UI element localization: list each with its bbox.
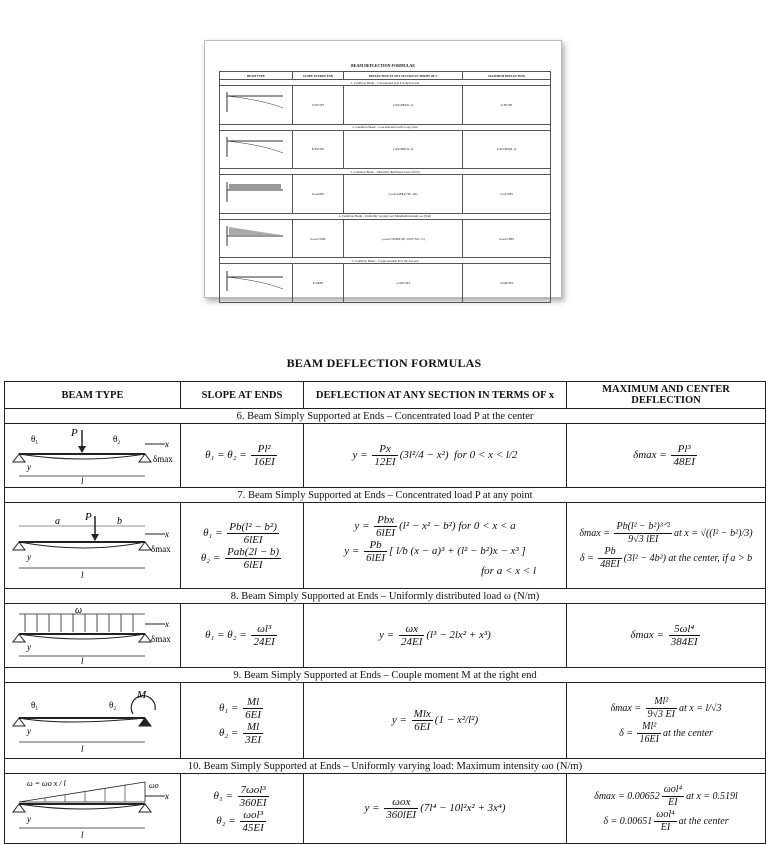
- max1-numerator: Pb(l² − b²)³ᐟ²: [616, 520, 670, 532]
- max-denominator: 48EI: [673, 456, 695, 468]
- svg-text:δmax: δmax: [151, 633, 171, 644]
- table-row: [5, 604, 766, 668]
- svg-text:ωo: ωo: [149, 780, 159, 790]
- slope1-prefix: θ₁ =: [203, 526, 226, 539]
- thumb-caption: 3. Cantilever Beam – Uniformly distributed load ω (N/m): [220, 169, 551, 175]
- max-prefix: δmax =: [630, 629, 667, 642]
- max2-denominator: 16EI: [639, 733, 659, 745]
- thumb-figure: [220, 219, 293, 258]
- thumbnail-page: [204, 40, 562, 298]
- slope1-prefix: θ₁ =: [213, 789, 236, 802]
- max2-location: at the center: [662, 727, 713, 739]
- deflection-prefix: y =: [379, 629, 397, 642]
- svg-text:y: y: [27, 813, 31, 824]
- max2-numerator: Pb: [598, 546, 621, 559]
- thumb-figure: [220, 86, 293, 125]
- max1-numerator: ωol⁴: [663, 783, 683, 795]
- svg-text:x: x: [165, 618, 169, 629]
- max-denominator: 384EI: [670, 636, 698, 648]
- slope-cell: [181, 683, 304, 759]
- slope2-prefix: θ₂ =: [218, 726, 242, 739]
- svg-text:l: l: [81, 829, 84, 840]
- slope1-denominator: 6lEI: [243, 533, 263, 546]
- svg-text:P: P: [85, 510, 92, 523]
- svg-text:b: b: [117, 515, 122, 527]
- svg-text:δmax: δmax: [153, 453, 173, 464]
- slope-numerator: Pl²: [251, 443, 276, 456]
- thumb-figure: [220, 264, 293, 303]
- deflection2-denominator: 6lEI: [366, 551, 386, 564]
- deflection-term: (1 − x²/l²): [434, 714, 479, 727]
- header-deflection: DEFLECTION AT ANY SECTION IN TERMS OF x: [304, 382, 567, 409]
- header-max: MAXIMUM AND CENTER DEFLECTION: [567, 382, 766, 409]
- deflection1-prefix: y =: [354, 519, 373, 532]
- slope1-numerator: 7ωol³: [238, 784, 269, 797]
- deflection2-numerator: Pb: [364, 539, 387, 552]
- slope2-numerator: ωol³: [240, 809, 265, 822]
- svg-text:l: l: [81, 743, 84, 754]
- slope-prefix: θ₁ = θ₂ =: [205, 449, 250, 462]
- svg-text:P: P: [71, 426, 78, 439]
- deflection-numerator: ωox: [384, 796, 418, 809]
- svg-text:θ₂: θ₂: [109, 699, 117, 710]
- max1-location: at x = √((l² − b²)/3): [674, 527, 753, 539]
- thumbnail-table: BEAM TYPE SLOPE AT FREE END DEFLECTION AT ANY SECTION IN TERMS OF x MAXIMUM DEFLECTION 1. Cantilever Beam – Concentrated load P at the free end θ=Pl²/2EI y=Px²/6EI(3l−x) δ=Pl³/3EI 2. Cantilever Beam – Concentrated load P at any point θ=Pa²/2EI y=Px²/6EI(3a−x) δ=Pa²/6EI(3l−a) 3. Cantilever Beam – Uniformly distributed load ω (N/m) θ=ωl³/6EI y=ωx²/24EI(x²+6l²−4lx) δ=ωl⁴/8EI 4. Cantilever Beam – Uniformly varying load: Maximum intensity ωo (N/m) θ=ωol³/24EI y=ωox²/120lEI(10l³−10l²x+5lx²−x³) δ=ωol⁴/30EI 5. Cantilever Beam – Couple moment M at the free end θ=Ml/EI y=Mx²/2EI δ=Ml²/2EI: [219, 71, 551, 303]
- max1-numerator: Ml²: [646, 696, 677, 709]
- deflection2-term: [ l/b (x − a)³ + (l² − b²)x − x³ ]: [389, 544, 526, 557]
- max-cell: [567, 424, 766, 488]
- deflection-prefix: y =: [391, 714, 410, 727]
- max2-prefix: δ =: [579, 552, 597, 564]
- beam-formula-table: [4, 381, 766, 844]
- slope-numerator: ωl³: [251, 623, 276, 636]
- max1-location: at x = 0.519l: [686, 790, 738, 802]
- beam-diagram: [5, 683, 181, 759]
- beam-diagram: [5, 503, 181, 589]
- deflection-numerator: Mlx: [413, 708, 431, 720]
- max-cell: [567, 683, 766, 759]
- deflection-cell: [304, 683, 567, 759]
- max-cell: [567, 604, 766, 668]
- svg-text:a: a: [55, 515, 60, 527]
- max1-location: at x = l/√3: [678, 702, 722, 714]
- svg-text:x: x: [165, 528, 169, 539]
- document-title: BEAM DEFLECTION FORMULAS: [286, 356, 482, 370]
- row-caption: 6. Beam Simply Supported at Ends – Concentrated load P at the center: [5, 409, 766, 424]
- deflection-numerator: Px: [372, 443, 397, 456]
- thumb-caption: 4. Cantilever Beam – Uniformly varying load: Maximum intensity ωo (N/m): [220, 213, 551, 219]
- max2-numerator: ωol⁴: [656, 808, 675, 820]
- slope2-denominator: 6lEI: [243, 558, 263, 571]
- deflection-term: (l³ − 2lx² + x³): [426, 629, 491, 642]
- max-cell: [567, 774, 766, 844]
- deflection1-denominator: 6lEI: [376, 526, 396, 539]
- deflection-prefix: y =: [352, 449, 371, 462]
- slope-prefix: θ₁ = θ₂ =: [205, 629, 250, 642]
- svg-text:ω: ω: [75, 605, 83, 616]
- max1-denominator: 9√3 EI: [647, 708, 675, 720]
- deflection-cell: [304, 604, 567, 668]
- max-prefix: δmax =: [633, 449, 670, 462]
- header-beam-type: BEAM TYPE: [5, 382, 181, 409]
- slope1-denominator: 360EI: [239, 796, 267, 809]
- row-caption: 10. Beam Simply Supported at Ends – Uniformly varying load: Maximum intensity ωo (N/m): [5, 759, 766, 774]
- thumb-caption: 1. Cantilever Beam – Concentrated load P at the free end: [220, 80, 551, 86]
- row-caption: 9. Beam Simply Supported at Ends – Couple moment M at the right end: [5, 668, 766, 683]
- thumb-figure: [220, 175, 293, 214]
- max-numerator: 5ωl⁴: [669, 623, 700, 636]
- thumb-header: MAXIMUM DEFLECTION: [463, 72, 551, 80]
- slope2-prefix: θ₂ =: [200, 551, 224, 564]
- slope2-denominator: 3EI: [245, 733, 262, 746]
- beam-diagram: [5, 604, 181, 668]
- deflection3-range: for a < x < l: [481, 564, 536, 577]
- deflection-range: for 0 < x < l/2: [454, 449, 518, 462]
- slope-denominator: 16EI: [253, 456, 275, 468]
- max2-prefix: δ = 0.00651: [603, 815, 653, 827]
- slope1-prefix: θ₁ =: [218, 701, 242, 714]
- slope-cell: [181, 604, 304, 668]
- deflection-cell: [304, 424, 567, 488]
- slope1-numerator: Ml: [243, 696, 263, 709]
- svg-text:θ₁: θ₁: [31, 433, 39, 444]
- max1-denominator: 9√3 lEI: [628, 533, 659, 545]
- deflection1-numerator: Pbx: [374, 514, 397, 527]
- deflection1-term: (l² − x² − b²) for 0 < x < a: [399, 519, 516, 532]
- slope-cell: [181, 424, 304, 488]
- max2-prefix: δ =: [619, 727, 636, 739]
- svg-text:M: M: [137, 688, 147, 701]
- svg-text:θ₁: θ₁: [31, 699, 39, 710]
- svg-text:δmax: δmax: [151, 543, 171, 554]
- slope-denominator: 24EI: [253, 636, 275, 648]
- slope2-denominator: 45EI: [242, 821, 264, 834]
- beam-9-diagram: [5, 686, 177, 756]
- beam-7-diagram: [5, 506, 177, 586]
- deflection-denominator: 24EI: [400, 636, 423, 648]
- deflection2-prefix: y =: [344, 544, 363, 557]
- deflection-denominator: 360lEI: [386, 809, 417, 821]
- max2-denominator: 48EI: [600, 558, 620, 570]
- svg-text:y: y: [27, 461, 31, 472]
- deflection-term: (7l⁴ − 10l²x² + 3x⁴): [420, 802, 506, 815]
- svg-text:l: l: [81, 569, 84, 580]
- thumb-caption: 5. Cantilever Beam – Couple moment M at the free end: [220, 258, 551, 264]
- table-row: [5, 503, 766, 589]
- table-row: [5, 424, 766, 488]
- slope1-denominator: 6EI: [245, 708, 262, 721]
- svg-text:x: x: [165, 790, 169, 801]
- deflection-term: (3l²/4 − x²): [399, 449, 449, 462]
- row-caption: 7. Beam Simply Supported at Ends – Concentrated load P at any point: [5, 488, 766, 503]
- svg-text:l: l: [81, 475, 84, 486]
- slope2-numerator: Ml: [243, 721, 263, 734]
- thumbnail-preview: [200, 38, 566, 300]
- max1-prefix: δmax =: [610, 702, 644, 714]
- max1-prefix: δmax = 0.00652: [594, 790, 660, 802]
- max-numerator: Pl³: [671, 443, 696, 456]
- slope-cell: [181, 503, 304, 589]
- thumb-figure: [220, 130, 293, 169]
- svg-text:y: y: [27, 641, 31, 652]
- beam-diagram: [5, 424, 181, 488]
- svg-text:y: y: [27, 725, 31, 736]
- deflection-denominator: 12EI: [374, 456, 396, 468]
- slope2-numerator: Pab(2l − b): [227, 545, 280, 558]
- slope1-numerator: Pb(l² − b²): [229, 520, 277, 533]
- thumb-caption: 2. Cantilever Beam – Concentrated load P at any point: [220, 124, 551, 130]
- deflection-prefix: y =: [364, 802, 383, 815]
- max2-location: (3l² − 4b²) at the center, if a > b: [623, 552, 753, 564]
- header-slope: SLOPE AT ENDS: [181, 382, 304, 409]
- thumbnail-title: BEAM DEFLECTION FORMULAE: [351, 63, 415, 68]
- thumb-header: SLOPE AT FREE END: [293, 72, 344, 80]
- max2-location: at the center: [678, 815, 729, 827]
- svg-text:l: l: [81, 655, 84, 666]
- deflection-cell: [304, 503, 567, 589]
- max2-denominator: EI: [660, 821, 671, 833]
- deflection-denominator: 6EI: [414, 721, 431, 733]
- max-cell: [567, 503, 766, 589]
- max1-prefix: δmax =: [579, 527, 613, 539]
- svg-text:ω = ωo x / l: ω = ωo x / l: [27, 778, 66, 788]
- beam-8-diagram: [5, 606, 177, 666]
- svg-text:θ₂: θ₂: [113, 433, 121, 444]
- header-row: [5, 382, 766, 409]
- slope-cell: [181, 774, 304, 844]
- slope2-prefix: θ₂ =: [216, 814, 239, 827]
- thumb-header: DEFLECTION AT ANY SECTION IN TERMS OF x: [344, 72, 463, 80]
- row-caption: 8. Beam Simply Supported at Ends – Uniformly distributed load ω (N/m): [5, 589, 766, 604]
- beam-10-diagram: [5, 776, 177, 842]
- deflection-cell: [304, 774, 567, 844]
- svg-text:y: y: [27, 551, 31, 562]
- deflection-numerator: ωx: [399, 623, 424, 636]
- beam-6-diagram: [5, 426, 177, 486]
- thumb-header: BEAM TYPE: [220, 72, 293, 80]
- table-row: [5, 683, 766, 759]
- max1-denominator: EI: [668, 796, 678, 808]
- table-row: [5, 774, 766, 844]
- beam-diagram: [5, 774, 181, 844]
- max2-numerator: Ml²: [637, 721, 660, 734]
- svg-text:x: x: [165, 438, 169, 449]
